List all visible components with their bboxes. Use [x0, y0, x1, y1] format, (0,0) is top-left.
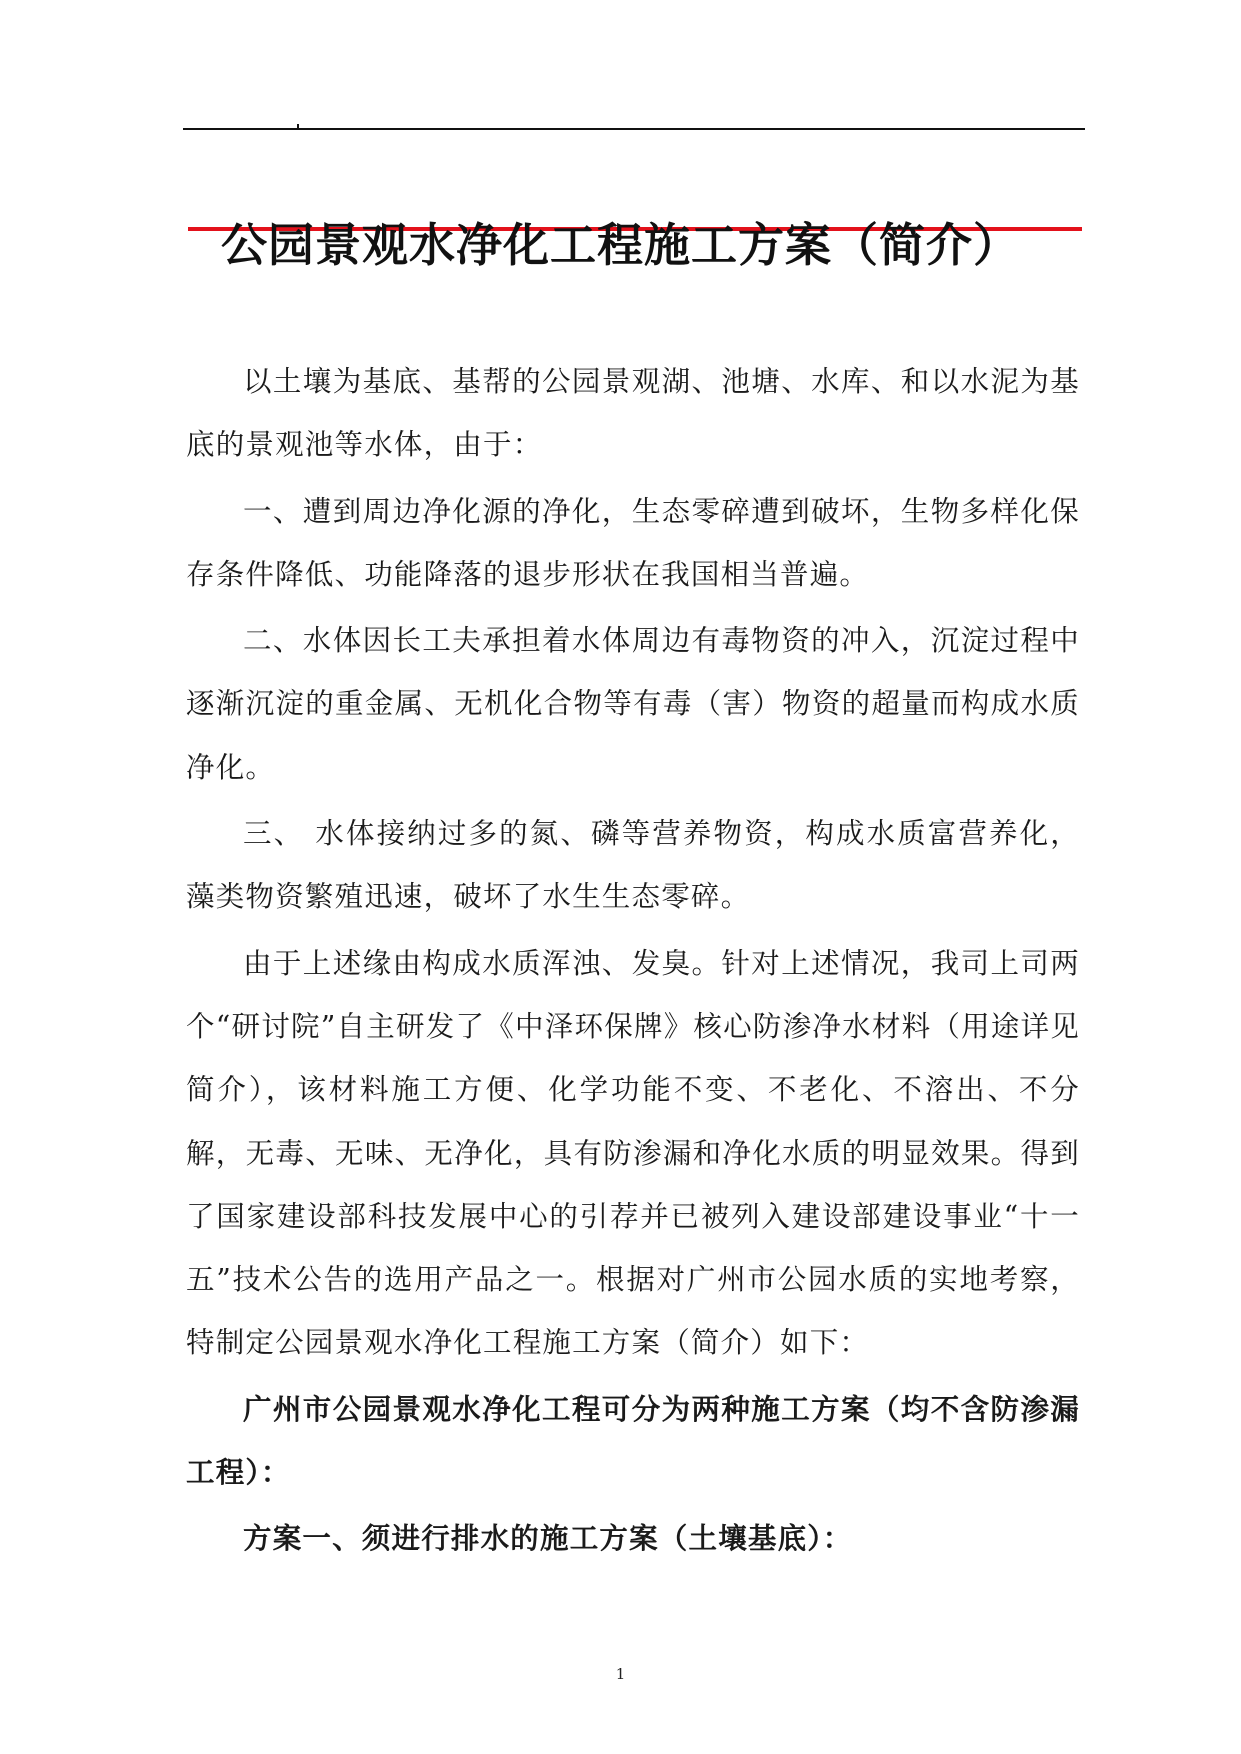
paragraph-point-2: 二、水体因长工夫承担着水体周边有毒物资的冲入，沉淀过程中逐渐沉淀的重金属、无机化合物等有毒（害）物资的超量而构成水质净化。	[186, 624, 1080, 784]
page-number: 1	[615, 1665, 626, 1683]
paragraph-intro: 以土壤为基底、基帮的公园景观湖、池塘、水库、和以水泥为基底的景观池等水体，由于：	[186, 365, 1080, 462]
header-rule-tick	[297, 124, 299, 130]
document-title: 公园景观水净化工程施工方案（简介）	[221, 218, 1020, 272]
paragraph-point-3: 三、 水体接纳过多的氮、磷等营养物资，构成水质富营养化，藻类物资繁殖迅速，破坏了水生生态零碎。	[186, 817, 1080, 914]
heading-plans: 广州市公园景观水净化工程可分为两种施工方案（均不含防渗漏工程）：	[186, 1391, 1080, 1490]
document-body	[186, 350, 1080, 1571]
paragraph-summary: 由于上述缘由构成水质浑浊、发臭。针对上述情况，我司上司两个“研讨院”自主研发了《中泽环保牌》核心防渗净水材料（用途详见简介），该材料施工方便、化学功能不变、不老化、不溶出、不分解，无毒、无味、无净化，具有防渗漏和净化水质的明显效果。得到了国家建设部科技发展中心的引荐并已被列入建设部建设事业“十一五”技术公告的选用产品之一。根据对广州市公园水质的实地考察，特制定公园景观水净化工程施工方案（简介）如下：	[186, 946, 1080, 1360]
paragraph-point-1: 一、遭到周边净化源的净化，生态零碎遭到破坏，生物多样化保存条件降低、功能降落的退步形状在我国相当普遍。	[186, 494, 1080, 591]
heading-plan-one: 方案一、须进行排水的施工方案（土壤基底）：	[243, 1521, 853, 1556]
header-rule	[183, 128, 1085, 130]
